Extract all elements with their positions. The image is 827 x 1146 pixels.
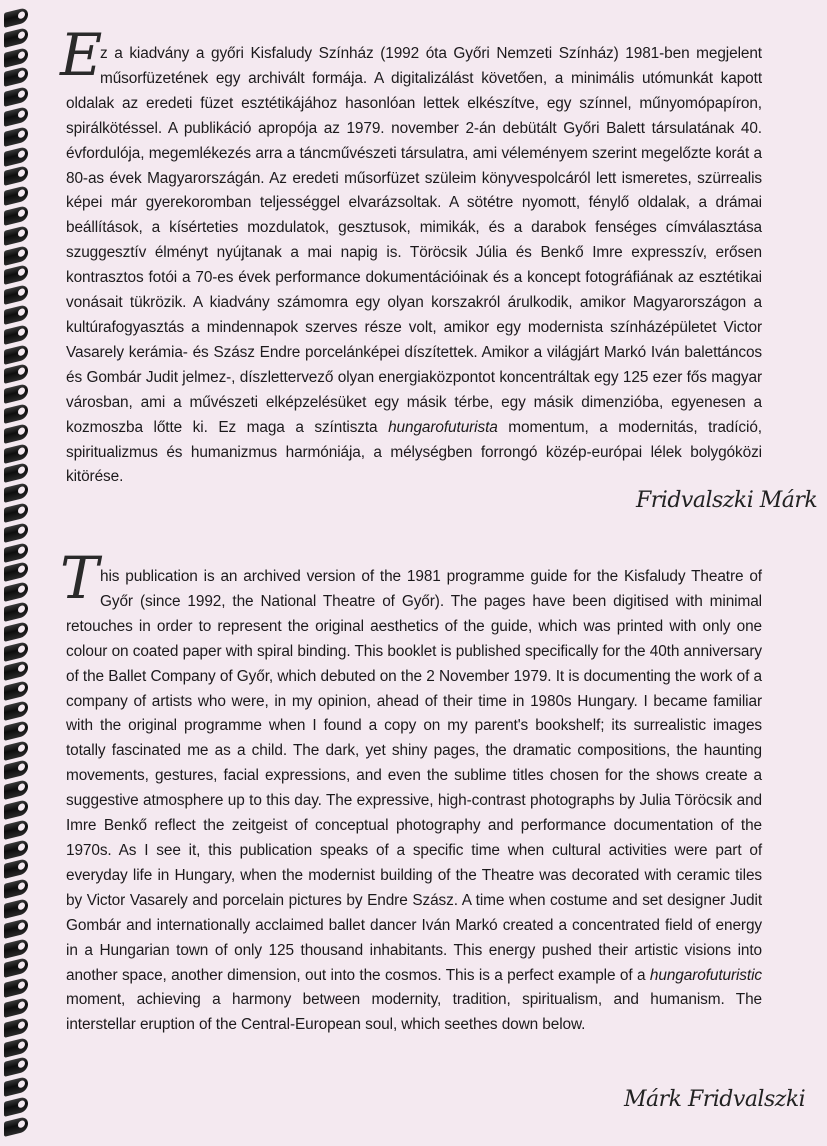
spiral-coil (4, 839, 28, 860)
spiral-coil (4, 601, 28, 622)
spiral-coil (4, 225, 28, 246)
spiral-coil (4, 660, 28, 681)
spiral-coil (4, 561, 28, 582)
english-text-end: moment, achieving a harmony between modernity, tradition, spiritualism, and humanism. The interstellar eruption of the Central-European soul, which seethes down below. (66, 991, 762, 1034)
hungarian-emphasis: hungarofuturista (388, 418, 498, 436)
spiral-coil (4, 1017, 28, 1038)
english-drop-cap: T (60, 544, 99, 612)
spiral-coil (4, 205, 28, 226)
spiral-coil (4, 443, 28, 464)
spiral-coil (4, 799, 28, 820)
spiral-coil (4, 304, 28, 325)
spiral-coil (4, 1116, 28, 1137)
spiral-coil (4, 522, 28, 543)
spiral-coil (4, 1076, 28, 1097)
hungarian-text-start: z a kiadvány a győri Kisfaludy Színház (1992 óta Győri Nemzeti Színház) 1981-ben megjelent műsorfüzetének egy archivált formája. A digitalizálást követően, a minimális utómunkát kapott oldalak az eredeti füzet esztétikájához hasonlóan lettek elkészítve, egy színnel, műnyomópapíron, spirálkötéssel. A publikáció apropója az 1979. november 2-án debütált Győri Balett társulatának 40. évfordulója, megemlékezés arra a táncművészeti társulatra, ami véleményem szerint megelőzte korát a 80-as évek Magyarországán. Az eredeti műsorfüzet szüleim könyvespolcáról lett ismeretes, szürrealis képei már gyerekoromban teljességgel elvarázsoltak. A sötétre nyomott, fénylő oldalak, a drámai beállítások, a kísérteties mozdulatok, gesztusok, mimikák, és a darabok fenséges címválasztása szuggesztív élményt nyújtanak a mai napig is. Töröcsik Júlia és Benkő Imre expresszív, erősen kontrasztos fotói a 70-es évek performance dokumentációinak és a koncept fotográfiának az esztétikai vonásait tükrözik. A kiadvány számomra egy olyan korszakról árulkodik, amikor Magyarországon a kultúrafogyasztás a mindennapok szerves része volt, amikor egy modernista színházépületet Victor Vasarely kerámia- és Szász Endre porcelánképei díszítettek. Amikor a világjárt Markó Iván balettáncos és Gombár Judit jelmez-, díszlettervező olyan energiaközpontot koncentráltak egy 125 ezer fős magyar városban, ami a művészeti elképzelésüket egy másik térbe, egy másik dimenzióba, egyenesen a kozmoszba lőtte ki. Ez maga a színtiszta (66, 45, 762, 436)
spiral-coil (4, 106, 28, 127)
english-paragraph (60, 544, 762, 1038)
spiral-coil (4, 344, 28, 365)
spiral-coil (4, 1096, 28, 1117)
spiral-coil (4, 957, 28, 978)
spiral-coil (4, 146, 28, 167)
spiral-coil (4, 165, 28, 186)
hungarian-signature: Fridvalszki Márk (636, 488, 818, 513)
spiral-coil (4, 363, 28, 384)
spiral-coil (4, 383, 28, 404)
spiral-coil (4, 878, 28, 899)
spiral-coil (4, 423, 28, 444)
spiral-coil (4, 759, 28, 780)
spiral-coil (4, 581, 28, 602)
spiral-coil (4, 1056, 28, 1077)
spiral-coil (4, 27, 28, 48)
english-signature: Márk Fridvalszki (624, 1087, 806, 1112)
spiral-coil (4, 403, 28, 424)
hungarian-text-end: momentum, a modernitás, tradíció, spiritualizmus és humanizmus harmóniája, a mélységben forrongó közép-európai lélek bolygóközi kitörése. (66, 418, 762, 486)
spiral-coil (4, 245, 28, 266)
spiral-coil (4, 997, 28, 1018)
spiral-coil (4, 47, 28, 68)
spiral-coil (4, 858, 28, 879)
spiral-coil (4, 720, 28, 741)
spiral-coil (4, 542, 28, 563)
english-text-start: his publication is an archived version of the 1981 programme guide for the Kisfaludy Theatre of Győr (since 1992, the National Theatre of Győr). The pages have been digitised with minimal retouches in order to represent the original aesthetics of the guide, which was printed with only one colour on coated paper with spiral binding. This booklet is published specifically for the 40th anniversary of the Ballet Company of Győr, which debuted on the 2 November 1979. It is documenting the work of a company of artists who were, in my opinion, ahead of their time in 1980s Hungary. I became familiar with the original programme when I found a copy on my parent's bookshelf; its surrealistic images totally fascinated me as a child. The dark, yet shiny pages, the dramatic compositions, the haunting movements, gestures, facial expressions, and even the sublime titles chosen for the shows create a suggestive atmosphere up to this day. The expressive, high-contrast photographs by Julia Töröcsik and Imre Benkő reflect the zeitgeist of conceptual photography and performance documentation of the 1970s. As I see it, this publication speaks of a specific time when cultural activities were part of everyday life in Hungary, when the modernist building of the Theatre was decorated with ceramic tiles by Victor Vasarely and porcelain pictures by Endre Szász. A time when costume and set designer Judit Gombár and internationally acclaimed ballet dancer Iván Markó created a concentrated field of energy in a Hungarian town of only 125 thousand inhabitants. This energy pushed their artistic visions into another space, another dimension, out into the cosmos. This is a perfect example of a (66, 568, 762, 984)
spiral-coil (4, 938, 28, 959)
hungarian-paragraph (60, 21, 762, 490)
spiral-coil (4, 621, 28, 642)
spiral-coil (4, 482, 28, 503)
spiral-coil (4, 898, 28, 919)
english-emphasis: hungarofuturistic (649, 966, 762, 984)
hungarian-drop-cap: E (60, 21, 103, 89)
spiral-coil (4, 284, 28, 305)
spiral-coil (4, 324, 28, 345)
spiral-coil (4, 680, 28, 701)
spiral-coil (4, 462, 28, 483)
spiral-coil (4, 185, 28, 206)
spiral-coil (4, 264, 28, 285)
spiral-binding (0, 10, 40, 1140)
spiral-coil (4, 819, 28, 840)
spiral-coil (4, 7, 28, 28)
spiral-coil (4, 502, 28, 523)
spiral-coil (4, 700, 28, 721)
spiral-coil (4, 977, 28, 998)
spiral-coil (4, 641, 28, 662)
spiral-coil (4, 918, 28, 939)
spiral-coil (4, 66, 28, 87)
spiral-coil (4, 1037, 28, 1058)
spiral-coil (4, 86, 28, 107)
spiral-coil (4, 779, 28, 800)
spiral-coil (4, 740, 28, 761)
spiral-coil (4, 126, 28, 147)
